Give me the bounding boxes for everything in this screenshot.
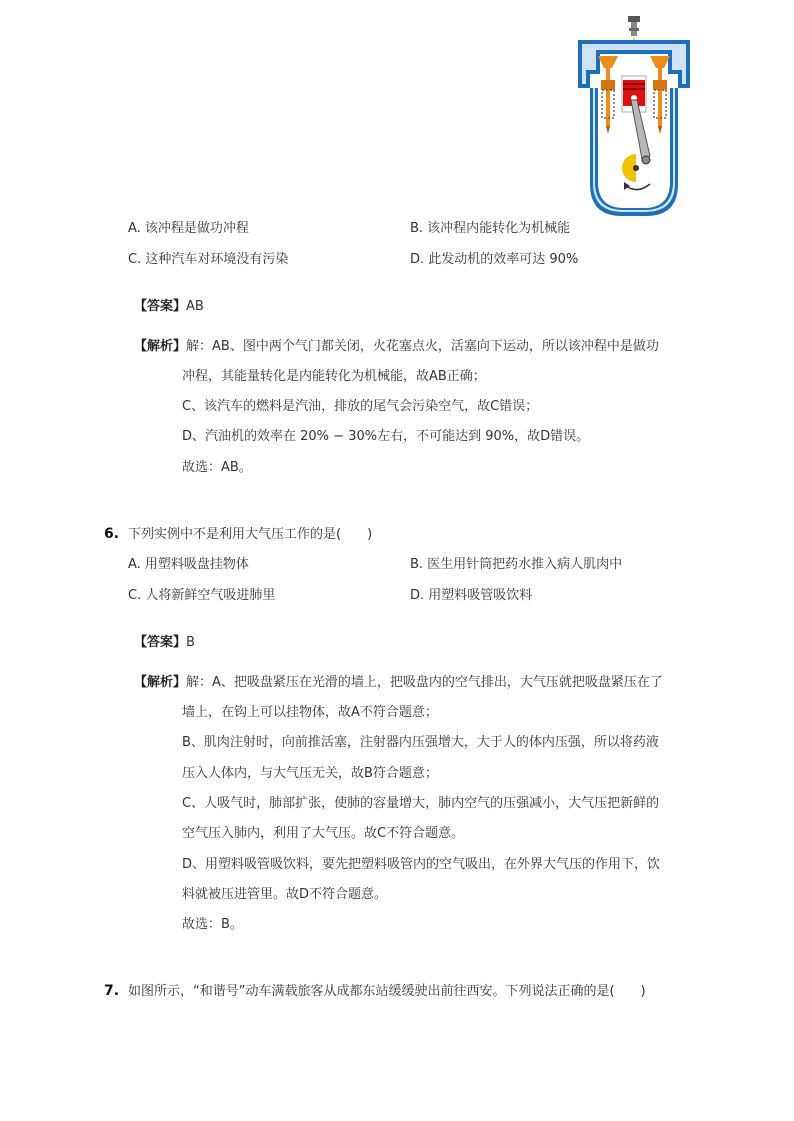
q6-answer xyxy=(134,634,195,652)
q6-number: 6. xyxy=(104,526,120,542)
q6-option-d: D. 用塑料吸管吸饮料 xyxy=(410,588,533,603)
answer-label: 【答案】 xyxy=(134,299,187,314)
q5-option-a: A. 该冲程是做功冲程 xyxy=(128,221,249,236)
rotation-arrow-icon xyxy=(624,182,650,190)
analysis-label: 【解析】 xyxy=(134,675,187,690)
q6-analysis-line-4: 压入人体内，与大气压无关，故B符合题意； xyxy=(182,766,438,781)
q7-stem: 如图所示，“和谐号”动车满载旅客从成都东站缓缓驶出前往西安。下列说法正确的是( ) xyxy=(128,984,646,999)
q6-analysis-line-9: 故选：B。 xyxy=(182,917,243,932)
analysis-label: 【解析】 xyxy=(134,339,187,354)
q5-analysis-line-4: D、汽油机的效率在 20% − 30%左右，不可能达到 90%，故D错误。 xyxy=(182,429,590,444)
q5-analysis-line-1: 【解析】解：AB、图中两个气门都关闭，火花塞点火，活塞向下运动，所以该冲程中是做功 xyxy=(134,339,659,354)
engine-diagram xyxy=(578,14,690,218)
q6-analysis-line-8: 料就被压进管里。故D不符合题意。 xyxy=(182,887,388,902)
q6-option-b: B. 医生用针筒把药水推入病人肌肉中 xyxy=(410,557,623,572)
answer-value: B xyxy=(186,635,195,650)
spark-plug-icon xyxy=(628,16,640,42)
q7-number: 7. xyxy=(104,983,120,999)
q6-analysis-line-2: 墙上，在钩上可以挂物体，故A不符合题意； xyxy=(182,705,438,720)
q6-option-c: C. 人将新鲜空气吸进肺里 xyxy=(128,588,276,603)
answer-value: AB xyxy=(186,299,204,314)
q6-stem: 下列实例中不是利用大气压工作的是( ) xyxy=(128,527,373,542)
q6-analysis-line-7: D、用塑料吸管吸饮料，要先把塑料吸管内的空气吸出，在外界大气压的作用下，饮 xyxy=(182,857,661,872)
q5-answer xyxy=(134,298,204,316)
q5-analysis-line-2: 冲程，其能量转化是内能转化为机械能，故AB正确； xyxy=(182,369,486,384)
q6-analysis-line-3: B、肌肉注射时，向前推活塞，注射器内压强增大，大于人的体内压强，所以将药液 xyxy=(182,735,659,750)
q6-analysis-line-5: C、人吸气时，肺部扩张，使肺的容量增大，肺内空气的压强减小，大气压把新鲜的 xyxy=(182,796,660,811)
q6-option-a: A. 用塑料吸盘挂物体 xyxy=(128,557,249,572)
answer-label: 【答案】 xyxy=(134,635,187,650)
q5-option-c: C. 这种汽车对环境没有污染 xyxy=(128,252,289,267)
q5-analysis-line-5: 故选：AB。 xyxy=(182,460,252,475)
q6-analysis-line-6: 空气压入肺内，利用了大气压。故C不符合题意。 xyxy=(182,826,465,841)
q5-option-b: B. 该冲程内能转化为机械能 xyxy=(410,221,571,236)
q6-analysis-line-1: 【解析】解：A、把吸盘紧压在光滑的墙上，把吸盘内的空气排出，大气压就把吸盘紧压在了 xyxy=(134,675,663,690)
q5-analysis-line-3: C、该汽车的燃料是汽油，排放的尾气会污染空气，故C错误； xyxy=(182,399,539,414)
q5-option-d: D. 此发动机的效率可达 90% xyxy=(410,252,579,267)
crankshaft-icon xyxy=(622,154,650,182)
